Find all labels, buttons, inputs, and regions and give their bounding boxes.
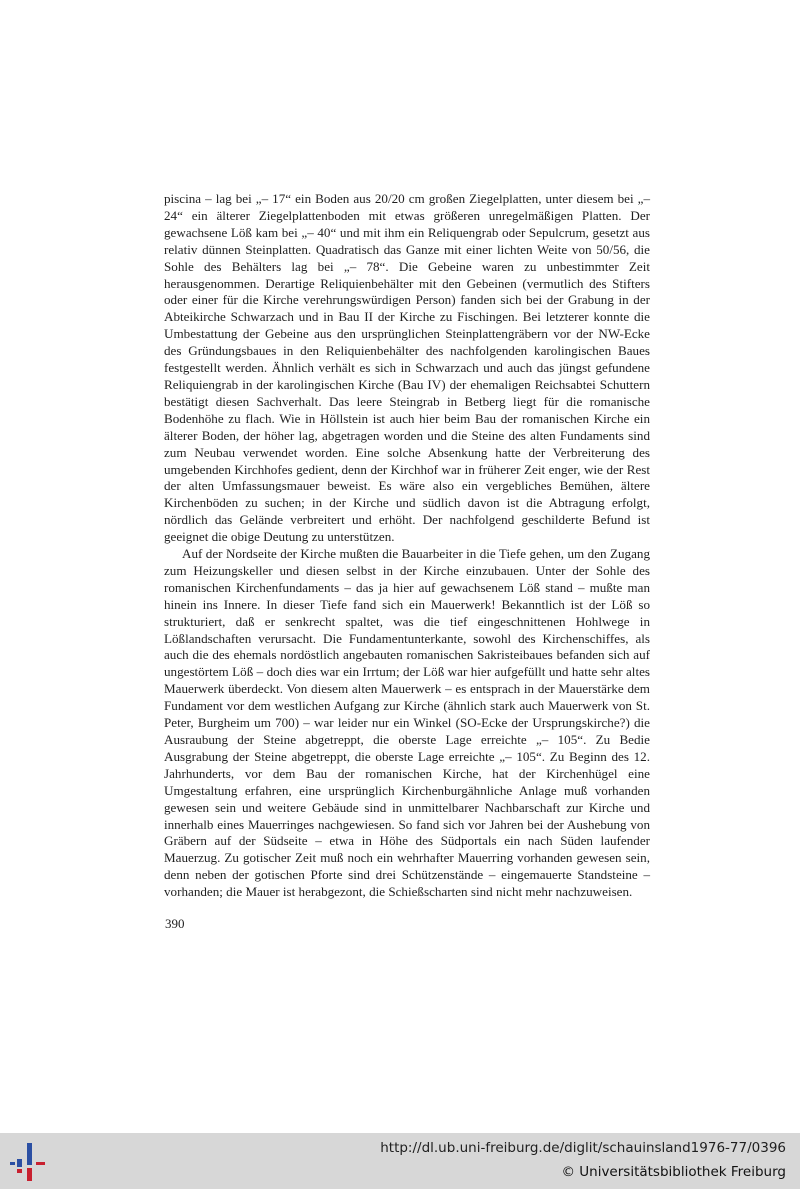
footer-copyright: © Universitätsbibliothek Freiburg: [561, 1164, 786, 1180]
page-number: 390: [165, 916, 185, 931]
paragraph-2: Auf der Nordseite der Kirche mußten die Bauarbeiter in die Tiefe gehen, um den Zugang zum Heizungskeller und diesen selbst in der Kirche einzubauen. Unter der Sohle des romanischen Kirchenfundaments – das ja hier auf gewachsenem Löß stand – mußte man hinein ins Innere. In dieser Tiefe fand sich ein Mauerwerk! Bekanntlich ist der Löß so strukturiert, daß er senkrecht spaltet, was die tief eingeschnittenen Hohlwege in Lößlandschaften verursacht. Die Fundamentunterkante, sowohl des Kirchenschiffes, als auch die des ehemals nordöstlich angebauten romanischen Sakristeibaues befanden sich auf ungestörtem Löß – doch dies war ein Irrtum; der Löß war hier aufgefüllt und hatte sehr altes Mauerwerk überdeckt. Von diesem alten Mauerwerk – es entsprach in der Mauerstärke dem Fundament vor dem westlichen Aufgang zur Kirche (ähnlich stark auch Mauerwerk von St. Peter, Burgheim um 700) – war leider nur ein Winkel (SO-Ecke der Ursprungskirche?) die Ausraubung der Steine abgetreppt, die oberste Lage erreichte „– 105“. Zu Bedie Ausgrabung der Steine abgetreppt, die oberste Lage erreichte „– 105“. Zu Beginn des 12. Jahrhunderts, vor dem Bau der romanischen Kirche, hat der Kirchenhügel eine Umgestaltung erfahren, eine ursprünglich Kirchenburgähnliche Anlage muß vorhanden gewesen sein und weitere Gebäude sind in unmittelbarer Nachbarschaft zur Kirche und innerhalb eines Mauerringes nachgewiesen. So fand sich vor Jahren bei der Aushebung von Gräbern auf der Südseite – etwa in Höhe des Südportals ein nach Süden laufender Mauerzug. Zu gotischer Zeit muß noch ein wehrhafter Mauerring vorhanden gewesen sein, denn neben der gotischen Pforte sind drei Schützenstände – eingemauerte Standsteine – vorhanden; die Mauer ist herabgezont, die Schießscharten sind nicht mehr nachzuweisen.: [164, 546, 650, 900]
footer-bar: [0, 1133, 800, 1189]
paragraph-1: piscina – lag bei „– 17“ ein Boden aus 20/20 cm großen Ziegelplatten, unter diesem bei „– 24“ ein älterer Ziegelplattenboden mit etwas größeren unregelmäßigen Platten. Der gewachsene Löß kam bei „– 40“ und mit ihm ein Reliquengrab oder Sepulcrum, gesetzt aus relativ dünnen Steinplatten. Quadratisch das Ganze mit einer lichten Weite von 50/56, die Sohle des Behälters lag bei „– 78“. Die Gebeine waren zu unbestimmter Zeit herausgenommen. Derartige Reliquienbehälter mit den Gebeinen (vermutlich des Stifters oder einer für die Kirche verehrungswürdigen Person) fanden sich bei der Grabung in der Abteikirche Schwarzach und in Bau II der Kirche zu Fischingen. Bei letzterer konnte die Umbestattung der Gebeine aus den ursprünglichen Steinplattengräbern vor der NW-Ecke des Gründungsbaues in den Reliquienbehälter des nachfolgenden karolingischen Baues festgestellt werden. Ähnlich verhält es sich in Schwarzach und auch das jüngst gefundene Reliquiengrab in der karolingischen Kirche (Bau IV) der ehemaligen Reichsabtei Schuttern bestätigt diesen Sachverhalt. Das leere Steingrab in Betberg liegt für die romanische Bodenhöhe zu flach. Wie in Höllstein ist auch hier beim Bau der romanischen Kirche ein älterer Boden, der höher lag, abgetragen worden und die Steine des alten Fundaments sind zum Neubau verwendet worden. Eine solche Absenkung hatte der Verbreiterung des umgebenden Kirchhofes gedient, denn der Kirchhof war in früherer Zeit enger, wie der Rest der alten Umfassungsmauer beweist. Es wäre also ein vergebliches Bemühen, ältere Kirchenböden zu suchen; in der Kirche und südlich davon ist die Abtragung erfolgt, nördlich das Gelände verbreitert und erhöht. Der nachfolgend geschilderte Befund ist geeignet die obige Deutung zu unterstützen.: [164, 191, 650, 545]
footer-url-link[interactable]: http://dl.ub.uni-freiburg.de/diglit/schauinsland1976-77/0396: [380, 1140, 786, 1156]
page-body-text: [164, 191, 650, 901]
ub-freiburg-logo-icon: [10, 1143, 50, 1181]
